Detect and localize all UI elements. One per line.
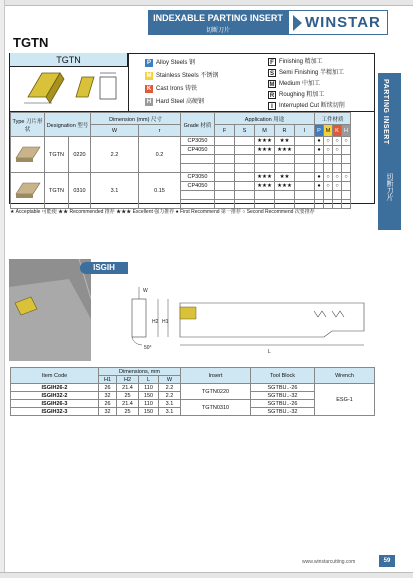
angle-label: 50° (144, 345, 152, 351)
l-cell: 110 (139, 400, 159, 408)
app-cell: ★★ (275, 137, 295, 146)
app-cell (215, 173, 235, 182)
insert-cell: TGTN0310 (181, 400, 251, 416)
w-cell: 3.1 (91, 173, 139, 209)
h2-cell: 21.4 (117, 400, 139, 408)
mat-col-P: P (315, 125, 324, 137)
grade-cell: CP4050 (181, 146, 215, 155)
w-cell: 2.2 (91, 137, 139, 173)
h2-cell: 21.4 (117, 384, 139, 392)
mat-cell: ● (315, 182, 324, 191)
w-cell: 2.2 (159, 384, 181, 392)
mat-col-M: M (324, 125, 333, 137)
legend-app-I (268, 102, 345, 111)
w-header: W (91, 125, 139, 137)
w-cell: 3.1 (159, 400, 181, 408)
dim-l-label: L (268, 349, 271, 355)
app-cell (235, 182, 255, 191)
code-cell: 0310 (69, 173, 91, 209)
app-i-label: Interrupted Cut 断续切削 (279, 103, 345, 109)
insert-in-holder-icon (180, 307, 196, 319)
l-cell: 150 (139, 392, 159, 400)
legend-material-H (145, 98, 204, 107)
material-p-swatch: P (146, 60, 151, 66)
mat-cell: ● (315, 173, 324, 182)
app-cell: ★★★ (255, 137, 275, 146)
app-col-I: I (295, 125, 315, 137)
insert-header: Insert (181, 368, 251, 384)
legend-app-R (268, 91, 324, 100)
rating-footnote: ★ Acceptable 可能使 ★★ Recommended 推荐 ★★★ Excellent 强力推荐 ● First Recommend 第一推荐 ○ Second Recommend 次要推荐 (10, 209, 315, 215)
material-k-label: Cast Irons 铸铁 (156, 86, 198, 92)
app-cell (215, 137, 235, 146)
dim-h2-label: H2 (152, 319, 159, 325)
tool-block-cell: SGTBU..-26 (251, 384, 315, 392)
grade-cell: CP4050 (181, 182, 215, 191)
wrench-header: Wrench (315, 368, 375, 384)
designation-header: Designation 型号 (45, 113, 91, 137)
app-cell (295, 146, 315, 155)
holder-side-view-icon (180, 303, 364, 337)
h1-header: H1 (99, 376, 117, 384)
spec-header-row-1 (11, 113, 351, 125)
isgih-header-row-1 (11, 368, 375, 376)
app-cell: ★★★ (255, 182, 275, 191)
l-header: L (139, 376, 159, 384)
item-code-cell: ISGIH32-2 (11, 392, 99, 400)
h1-cell: 32 (99, 408, 117, 416)
tool-block-cell: SGTBU..-32 (251, 408, 315, 416)
h2-header: H2 (117, 376, 139, 384)
material-k-swatch: K (146, 86, 152, 92)
insert-photo-icon (13, 143, 43, 165)
h1-cell: 26 (99, 400, 117, 408)
designation-cell: TGTN (45, 173, 69, 209)
app-cell: ★★★ (275, 182, 295, 191)
dimension-header: Dimension (mm) 尺寸 (91, 113, 181, 125)
spec-table (10, 112, 351, 209)
code-cell: 0220 (69, 137, 91, 173)
app-col-R: R (275, 125, 295, 137)
legend-app-S (268, 69, 344, 78)
logo-arrow-icon (293, 15, 302, 31)
mat-cell: ○ (324, 137, 333, 146)
material-h-label: Hard Steel 高硬钢 (156, 99, 205, 105)
w-header: W (159, 376, 181, 384)
app-s-box: S (269, 71, 274, 77)
mat-cell: ○ (333, 182, 342, 191)
app-cell (215, 182, 235, 191)
window-top-edge (0, 0, 413, 6)
w-cell: 2.2 (159, 392, 181, 400)
tool-block-header: Tool Block (251, 368, 315, 384)
insert-profile-icon (100, 77, 116, 99)
mat-cell: ○ (324, 146, 333, 155)
tool-block-cell: SGTBU..-26 (251, 400, 315, 408)
app-col-M: M (255, 125, 275, 137)
brand-name: WINSTAR (305, 14, 381, 31)
mat-cell (342, 146, 351, 155)
l-cell: 110 (139, 384, 159, 392)
mat-cell: ○ (324, 173, 333, 182)
grade-header: Grade 材质 (181, 113, 215, 137)
mat-cell: ○ (333, 146, 342, 155)
mat-cell: ○ (324, 182, 333, 191)
table-row (11, 384, 375, 392)
item-code-header: Item Code (11, 368, 99, 384)
r-header: r (139, 125, 181, 137)
app-r-label: Roughing 粗加工 (279, 92, 325, 98)
mat-cell: ● (315, 146, 324, 155)
insert-illustration (12, 69, 126, 109)
app-cell: ★★★ (255, 146, 275, 155)
isgih-label: ISGIH (80, 262, 128, 274)
window-bottom-edge (0, 572, 413, 578)
grade-cell: CP3050 (181, 173, 215, 182)
legend-material-K (145, 85, 197, 94)
mat-cell: ○ (333, 137, 342, 146)
type-header: Type 刀片形状 (11, 113, 45, 137)
isgih-photo (9, 259, 91, 361)
app-col-F: F (215, 125, 235, 137)
table-row (11, 173, 351, 182)
app-f-label: Finishing 精加工 (279, 59, 323, 65)
mat-cell: ○ (342, 173, 351, 182)
app-i-box: I (268, 102, 276, 110)
product-label: TGTN (10, 53, 128, 67)
app-col-S: S (235, 125, 255, 137)
app-cell (295, 173, 315, 182)
r-cell: 0.15 (139, 173, 181, 209)
l-cell: 150 (139, 408, 159, 416)
app-f-box: F (268, 58, 276, 66)
dim-h1-label: H1 (162, 319, 169, 325)
side-tab-en: PARTING INSERT (382, 79, 389, 145)
mat-cell: ○ (333, 173, 342, 182)
header-title-cn: 切断刀片 (205, 28, 230, 34)
app-cell (215, 146, 235, 155)
designation-cell: TGTN (45, 137, 69, 173)
app-cell (235, 137, 255, 146)
insert-photo-icon (13, 179, 43, 201)
dim-w-label: W (143, 288, 148, 294)
insert-cell: TGTN0220 (181, 384, 251, 400)
isgih-drawing (118, 283, 368, 358)
wrench-cell: ESG-1 (315, 384, 375, 416)
insert-photo-cell (11, 173, 45, 209)
legend-material-P (145, 59, 195, 68)
material-p-label: Alloy Steels 钢 (156, 60, 196, 66)
app-m-box: M (269, 82, 275, 88)
page-number: 59 (379, 555, 395, 567)
isgih-table (10, 367, 375, 416)
tool-block-cell: SGTBU..-32 (251, 392, 315, 400)
material-m-label: Stainless Steels 不锈钢 (156, 73, 219, 79)
material-m-swatch: M (146, 73, 152, 79)
app-cell: ★★ (275, 173, 295, 182)
app-m-label: Medium 中加工 (279, 81, 321, 87)
side-tab-cn: 切断刀片 (386, 173, 393, 201)
app-cell: ★★★ (275, 146, 295, 155)
item-code-cell: ISGIH26-2 (11, 384, 99, 392)
side-tab (378, 73, 401, 230)
box-divider-vertical (128, 53, 129, 111)
app-cell (295, 137, 315, 146)
mat-cell (342, 182, 351, 191)
brand-logo (288, 10, 388, 35)
mat-col-H: H (342, 125, 351, 137)
h2-cell: 25 (117, 408, 139, 416)
footer-url: www.winstarcutting.com (302, 559, 356, 565)
header-title-en: INDEXABLE PARTING INSERT (153, 13, 283, 23)
mat-cell: ● (315, 137, 324, 146)
material-header: 工件材质 (315, 113, 351, 125)
application-header: Application 用途 (215, 113, 315, 125)
grade-cell: CP3050 (181, 137, 215, 146)
material-h-swatch: H (146, 99, 152, 105)
app-s-label: Semi Finishing 半精加工 (279, 70, 345, 76)
holder-end-view-icon (132, 299, 146, 337)
insert-front-icon (76, 77, 94, 97)
page-title: TGTN (13, 35, 49, 50)
legend-app-M (268, 80, 320, 89)
r-cell: 0.2 (139, 137, 181, 173)
app-cell (295, 182, 315, 191)
window-left-edge (0, 0, 5, 578)
item-code-cell: ISGIH26-3 (11, 400, 99, 408)
mat-col-K: K (333, 125, 342, 137)
h1-cell: 32 (99, 392, 117, 400)
h1-cell: 26 (99, 384, 117, 392)
legend-app-F (268, 58, 323, 67)
app-r-box: R (269, 93, 275, 99)
holder-photo-icon (9, 259, 91, 361)
header-band (148, 10, 288, 35)
legend-material-M (145, 72, 218, 81)
mat-cell: ○ (342, 137, 351, 146)
dimensions-header: Dimensions, mm (99, 368, 181, 376)
table-row (11, 137, 351, 146)
item-code-cell: ISGIH32-3 (11, 408, 99, 416)
app-cell (235, 173, 255, 182)
h2-cell: 25 (117, 392, 139, 400)
app-cell: ★★★ (255, 173, 275, 182)
insert-photo-cell (11, 137, 45, 173)
w-cell: 3.1 (159, 408, 181, 416)
app-cell (235, 146, 255, 155)
